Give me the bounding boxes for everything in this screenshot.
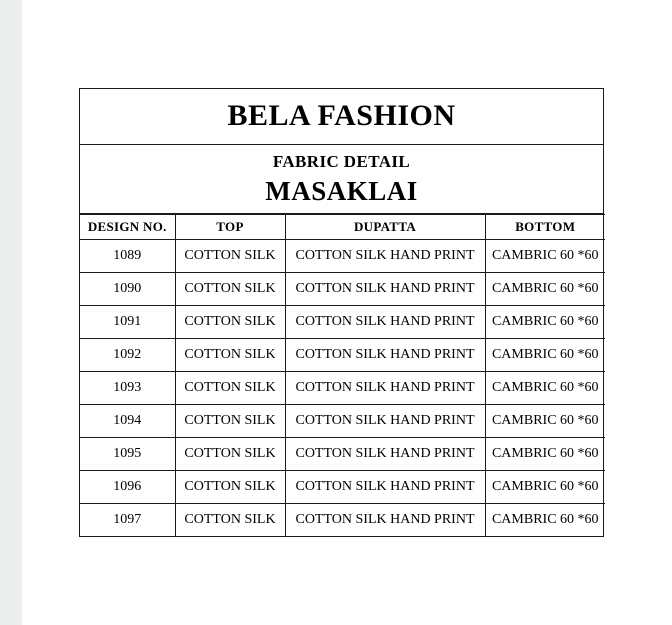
table-row bbox=[80, 272, 605, 305]
cell-design-no: 1092 bbox=[80, 338, 175, 371]
cell-design-no: 1093 bbox=[80, 371, 175, 404]
cell-top: COTTON SILK bbox=[175, 404, 285, 437]
table-row bbox=[80, 437, 605, 470]
cell-design-no: 1089 bbox=[80, 239, 175, 272]
cell-dupatta: COTTON SILK HAND PRINT bbox=[285, 305, 485, 338]
cell-bottom: CAMBRIC 60 *60 bbox=[485, 404, 605, 437]
table-row bbox=[80, 470, 605, 503]
subtitle-row bbox=[80, 145, 603, 214]
cell-bottom: CAMBRIC 60 *60 bbox=[485, 371, 605, 404]
fabric-detail-table bbox=[80, 214, 605, 536]
column-header-bottom: BOTTOM bbox=[485, 214, 605, 239]
cell-bottom: CAMBRIC 60 *60 bbox=[485, 437, 605, 470]
table-row bbox=[80, 338, 605, 371]
collection-name: MASAKLAI bbox=[265, 176, 418, 207]
cell-bottom: CAMBRIC 60 *60 bbox=[485, 272, 605, 305]
cell-top: COTTON SILK bbox=[175, 272, 285, 305]
table-row bbox=[80, 239, 605, 272]
cell-dupatta: COTTON SILK HAND PRINT bbox=[285, 503, 485, 536]
cell-dupatta: COTTON SILK HAND PRINT bbox=[285, 371, 485, 404]
cell-top: COTTON SILK bbox=[175, 371, 285, 404]
column-header-dupatta: DUPATTA bbox=[285, 214, 485, 239]
cell-dupatta: COTTON SILK HAND PRINT bbox=[285, 437, 485, 470]
cell-dupatta: COTTON SILK HAND PRINT bbox=[285, 272, 485, 305]
cell-top: COTTON SILK bbox=[175, 338, 285, 371]
cell-top: COTTON SILK bbox=[175, 503, 285, 536]
column-header-top: TOP bbox=[175, 214, 285, 239]
cell-design-no: 1096 bbox=[80, 470, 175, 503]
cell-top: COTTON SILK bbox=[175, 305, 285, 338]
cell-dupatta: COTTON SILK HAND PRINT bbox=[285, 338, 485, 371]
cell-bottom: CAMBRIC 60 *60 bbox=[485, 305, 605, 338]
cell-design-no: 1094 bbox=[80, 404, 175, 437]
cell-dupatta: COTTON SILK HAND PRINT bbox=[285, 404, 485, 437]
page-title: BELA FASHION bbox=[227, 99, 456, 132]
cell-design-no: 1095 bbox=[80, 437, 175, 470]
cell-top: COTTON SILK bbox=[175, 239, 285, 272]
fabric-detail-card bbox=[79, 88, 604, 537]
cell-dupatta: COTTON SILK HAND PRINT bbox=[285, 470, 485, 503]
table-row bbox=[80, 404, 605, 437]
cell-bottom: CAMBRIC 60 *60 bbox=[485, 338, 605, 371]
cell-bottom: CAMBRIC 60 *60 bbox=[485, 239, 605, 272]
table-header-row bbox=[80, 214, 605, 239]
table-row bbox=[80, 503, 605, 536]
table-row bbox=[80, 371, 605, 404]
table-row bbox=[80, 305, 605, 338]
cell-bottom: CAMBRIC 60 *60 bbox=[485, 503, 605, 536]
cell-design-no: 1097 bbox=[80, 503, 175, 536]
cell-bottom: CAMBRIC 60 *60 bbox=[485, 470, 605, 503]
column-header-design-no: DESIGN NO. bbox=[80, 214, 175, 239]
cell-top: COTTON SILK bbox=[175, 437, 285, 470]
cell-design-no: 1090 bbox=[80, 272, 175, 305]
cell-design-no: 1091 bbox=[80, 305, 175, 338]
document-subtitle: FABRIC DETAIL bbox=[272, 152, 411, 171]
cell-top: COTTON SILK bbox=[175, 470, 285, 503]
cell-dupatta: COTTON SILK HAND PRINT bbox=[285, 239, 485, 272]
document-page bbox=[22, 0, 672, 625]
title-row bbox=[80, 89, 603, 145]
